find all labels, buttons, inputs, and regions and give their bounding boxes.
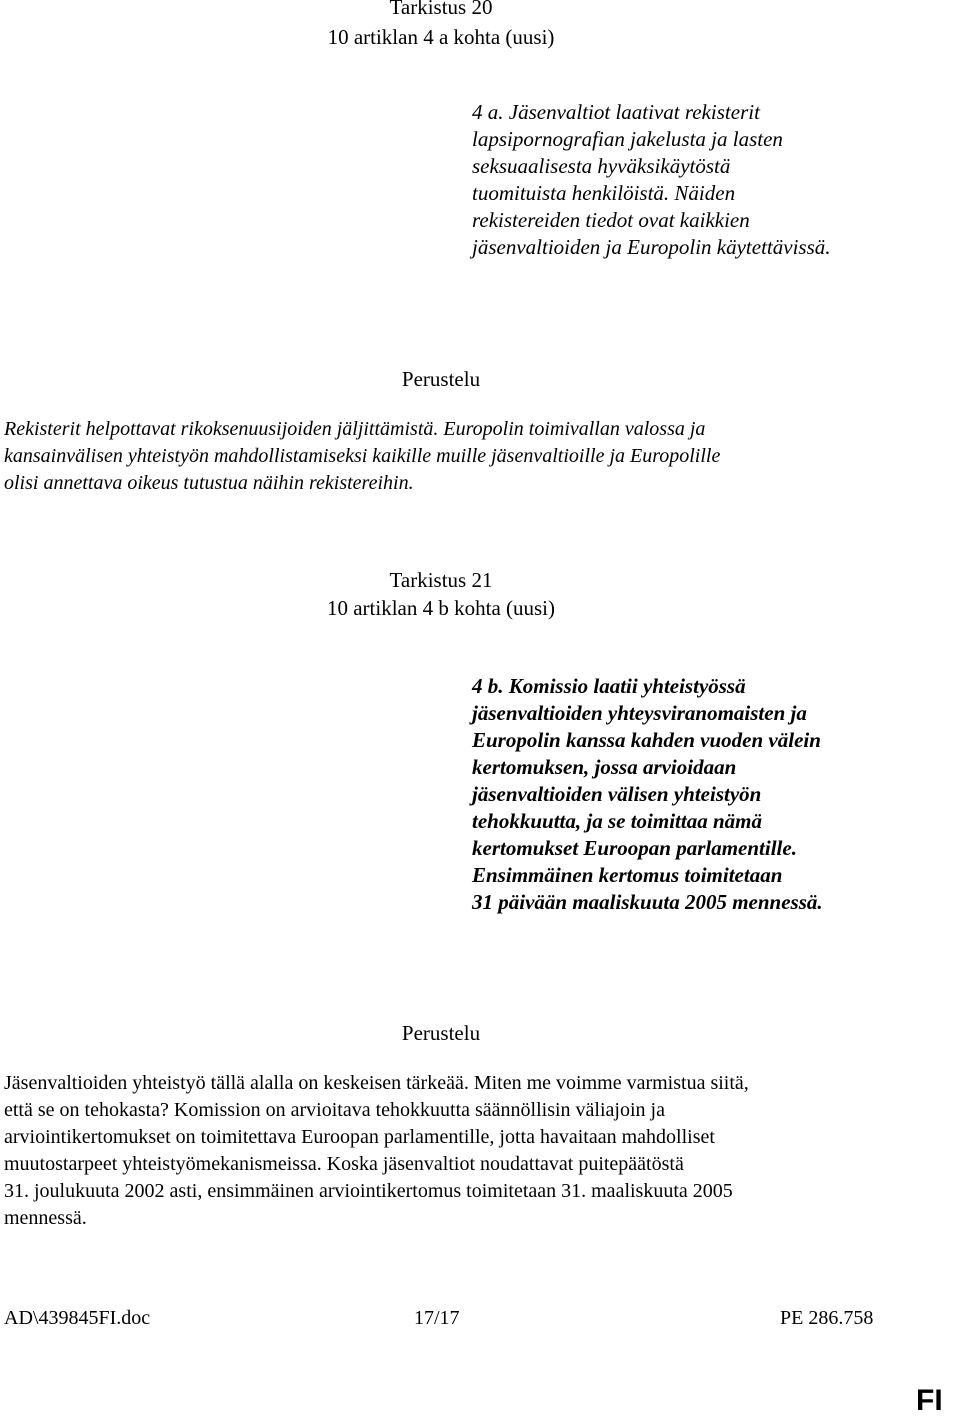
amendment-line: kertomukset Euroopan parlamentille. xyxy=(472,836,797,860)
amendment-line: jäsenvaltioiden yhteysviranomaisten ja xyxy=(472,701,807,725)
justification-line: olisi annettava oikeus tutustua näihin rekistereihin. xyxy=(4,472,414,494)
amendment-line: jäsenvaltioiden ja Europolin käytettävissä. xyxy=(472,235,831,259)
pe-reference: PE 286.758 xyxy=(780,1307,874,1329)
amendment-line: kertomuksen, jossa arvioidaan xyxy=(472,755,737,779)
language-code: FI xyxy=(916,1384,943,1417)
amendment-line: 4 b. Komissio laatii yhteistyössä xyxy=(472,674,746,698)
justification-heading: Perustelu xyxy=(401,1021,481,1045)
amendment-21-title: Tarkistus 21 xyxy=(389,568,493,592)
justification-line: arviointikertomukset on toimitettava Euroopan parlamentille, jotta havaitaan mahdolliset xyxy=(4,1126,715,1148)
justification-heading: Perustelu xyxy=(401,367,481,391)
document-reference: AD\439845FI.doc xyxy=(4,1307,151,1329)
amendment-line: Ensimmäinen kertomus toimitetaan xyxy=(472,863,783,887)
justification-20-text xyxy=(4,416,720,497)
page-number: 17/17 xyxy=(414,1307,460,1329)
justification-line: muutostarpeet yhteistyömekanismeissa. Koska jäsenvaltiot noudattavat puitepäätöstä xyxy=(4,1153,684,1175)
justification-line: Jäsenvaltioiden yhteistyö tällä alalla on keskeisen tärkeää. Miten me voimme varmistua siitä, xyxy=(4,1072,749,1094)
amendment-21-subtitle: 10 artiklan 4 b kohta (uusi) xyxy=(326,596,556,620)
amendment-line: jäsenvaltioiden välisen yhteistyön xyxy=(472,782,762,806)
amendment-line: 31 päivään maaliskuuta 2005 mennessä. xyxy=(472,890,823,914)
justification-line: kansainvälisen yhteistyön mahdollistamiseksi kaikille muille jäsenvaltioille ja Europolille xyxy=(4,445,721,467)
amendment-20-text xyxy=(472,99,831,261)
amendment-line: lapsipornografian jakelusta ja lasten xyxy=(472,127,783,151)
amendment-line: rekistereiden tiedot ovat kaikkien xyxy=(472,208,750,232)
justification-line: mennessä. xyxy=(4,1207,87,1229)
amendment-line: tuomituista henkilöistä. Näiden xyxy=(472,181,736,205)
justification-line: että se on tehokasta? Komission on arvioitava tehokkuutta säännöllisin väliajoin ja xyxy=(4,1099,665,1121)
justification-line: Rekisterit helpottavat rikoksenuusijoiden jäljittämistä. Europolin toimivallan valossa ja xyxy=(4,418,706,440)
amendment-20-title: Tarkistus 20 xyxy=(389,0,493,19)
amendment-line: Europolin kanssa kahden vuoden välein xyxy=(472,728,821,752)
amendment-line: seksuaalisesta hyväksikäytöstä xyxy=(472,154,731,178)
amendment-20-subtitle: 10 artiklan 4 a kohta (uusi) xyxy=(327,25,555,49)
amendment-line: tehokkuutta, ja se toimittaa nämä xyxy=(472,809,762,833)
justification-line: 31. joulukuuta 2002 asti, ensimmäinen arviointikertomus toimitetaan 31. maaliskuuta 2005 xyxy=(4,1180,733,1202)
justification-21-text xyxy=(4,1070,749,1232)
amendment-line: 4 a. Jäsenvaltiot laativat rekisterit xyxy=(472,100,760,124)
amendment-21-text xyxy=(472,673,823,916)
